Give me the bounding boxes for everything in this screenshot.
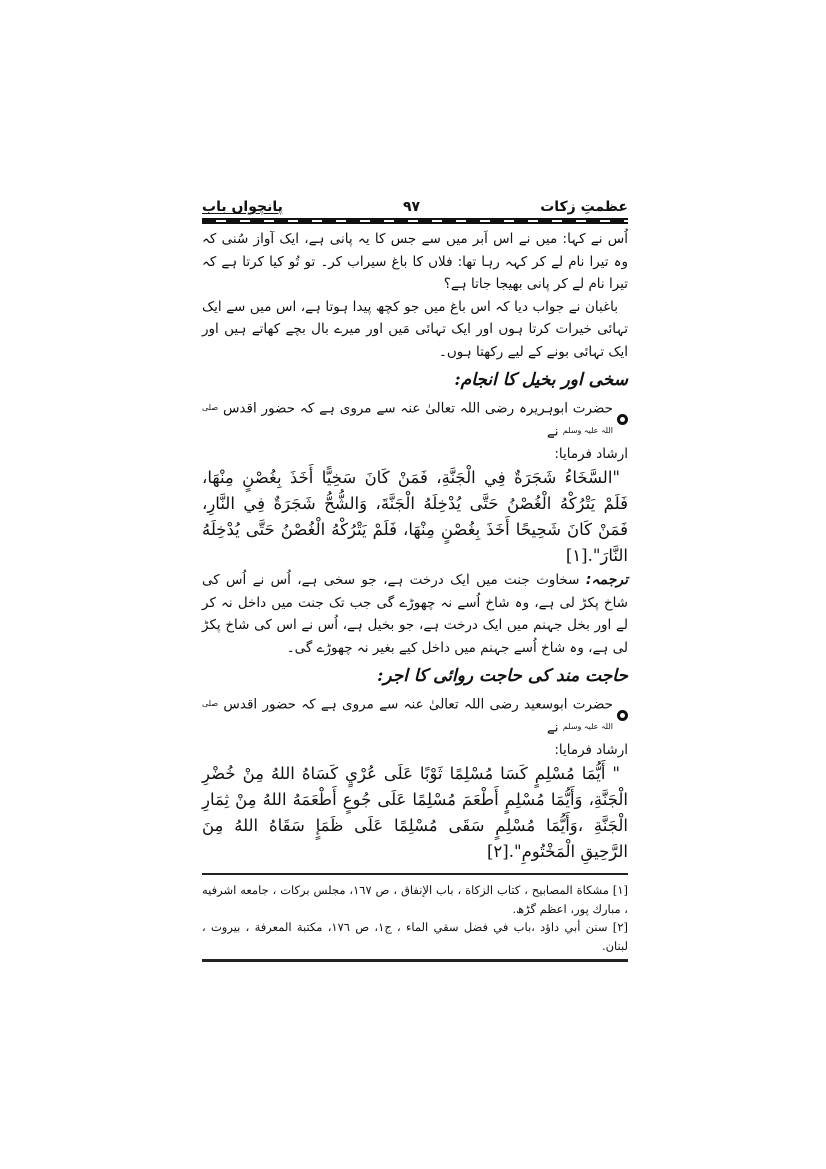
footnote: [۱] مشكاة المصابيح ، كتاب الزكاة ، باب الإنفاق ، ص ۱٦۷، مجلس بركات ، جامعه اشرفیه ، مبارك پور، اعظم گڑھ.	[202, 883, 628, 916]
body-text	[202, 228, 628, 865]
bottom-divider	[202, 959, 628, 962]
footnote-divider	[202, 873, 628, 875]
flower-bullet-icon	[617, 414, 628, 425]
translation-label: ترجمہ:	[585, 572, 628, 588]
irshad-label: ارشاد فرمایا:	[554, 445, 628, 462]
section-heading: سخی اور بخیل کا انجام:	[454, 370, 628, 390]
narrator-text-end: نے	[546, 423, 559, 439]
hadith-intro-text	[202, 397, 613, 443]
section-heading: حاجت مند کی حاجت روائی کا اجر:	[377, 666, 628, 686]
flower-bullet-icon	[617, 710, 628, 721]
translation	[202, 569, 628, 659]
salutation-glyph: صلی اللہ علیہ وسلم	[202, 699, 613, 731]
hadith-intro-text	[202, 693, 613, 739]
narrator-text: حضرت ابوسعید رضی اللہ تعالیٰ عنہ سے مروی ہے کہ حضور اقدس	[223, 696, 613, 713]
arabic-hadith: "السَّخَاءُ شَجَرَةٌ فِي الْجَنَّةِ، فَمَنْ كَانَ سَخِيًّا أَخَذَ بِغُصْنٍ مِنْهَا، فَلَمْ يَتْرُكْهُ الْغُصْنُ حَتَّى يُدْخِلَهُ الْجَنَّةَ، وَالشُّحُّ شَجَرَةٌ فِي النَّارِ، فَمَنْ كَانَ شَحِيحًا أَخَذَ بِغُصْنٍ مِنْهَا، فَلَمْ يَتْرُكْهُ الْغُصْنُ حَتَّى يُدْخِلَهُ النَّارَ".[۱]	[202, 468, 628, 565]
irshad-label: ارشاد فرمایا:	[554, 741, 628, 758]
paragraph: اُس نے کہا: میں نے اس اَبر میں سے جس کا یہ پانی ہے، ایک آواز سُنی کہ وہ تیرا نام لے کر کہہ رہا تھا: فلاں کا باغ سیراب کر۔ تو تُو کیا کرتا ہے کہ تیرا نام لے کر پانی بھیجا جاتا ہے؟	[202, 231, 628, 292]
chapter-title: پانچواں باب	[202, 199, 283, 215]
page-number: ۹۷	[402, 199, 421, 215]
hadith-intro	[202, 397, 628, 443]
translation-text: سخاوت جنت میں ایک درخت ہے، جو سخی ہے، اُس نے اُس کی شاخ پکڑ لی ہے، وہ شاخ اُسے نہ چھوڑے گی جب تک جنت میں داخل نہ کر لے اور بخل جہنم میں ایک درخت ہے، جو بخیل ہے، اُس نے اس کی شاخ پکڑ لی ہے، وہ شاخ اُسے جہنم میں داخل کیے بغیر نہ چھوڑے گی۔	[202, 572, 628, 656]
hadith-intro	[202, 693, 628, 739]
arabic-hadith: " أَيُّمَا مُسْلِمٍ كَسَا مُسْلِمًا ثَوْبًا عَلَى عُرْيٍ كَسَاهُ اللهُ مِنْ خُضْرِ الْجَنَّةِ، وَأَيُّمَا مُسْلِمٍ أَطْعَمَ مُسْلِمًا عَلَى جُوعٍ أَطْعَمَهُ اللهُ مِنْ ثِمَارِ الْجَنَّةِ ،وَأَيُّمَا مُسْلِمٍ سَقَى مُسْلِمًا عَلَى ظَمَإٍ سَقَاهُ اللهُ مِنَ الرَّحِيقِ الْمَخْتُومِ".[۲]	[202, 764, 628, 861]
header-divider	[202, 218, 628, 224]
salutation-glyph: صلی اللہ علیہ وسلم	[202, 403, 613, 435]
narrator-text: حضرت ابوہریرہ رضی اللہ تعالیٰ عنہ سے مروی ہے کہ حضور اقدس	[222, 400, 613, 417]
running-header	[202, 196, 628, 216]
book-page	[202, 196, 628, 962]
footnote: [۲] سنن أبي داؤد ،باب في فضل سقي الماء ، ج۱، ص ۱۷٦، مكتبة المعرفة ، بيروت ، لبنان.	[202, 920, 628, 953]
narrator-text-end: نے	[546, 719, 559, 735]
paragraph: باغبان نے جواب دیا کہ اس باغ میں جو کچھ پیدا ہوتا ہے، اس میں سے ایک تہائی خیرات کرتا ہوں اور ایک تہائی مَیں اور میرے بال بچے کھاتے ہیں اور ایک تہائی بونے کے لیے رکھتا ہوں۔	[202, 298, 628, 360]
footnotes	[202, 881, 628, 955]
book-title: عظمتِ زکات	[540, 199, 628, 215]
